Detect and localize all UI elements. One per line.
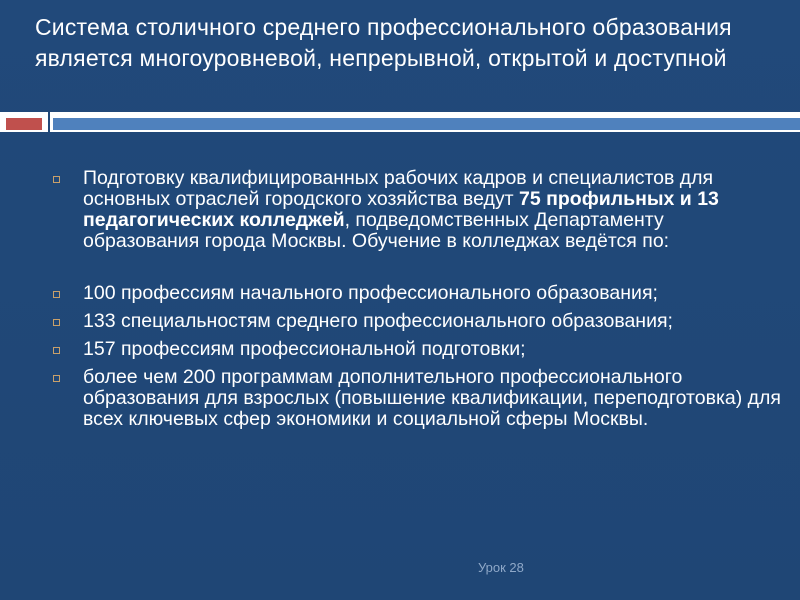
list-item xyxy=(45,283,785,304)
list-item xyxy=(45,367,785,430)
square-bullet-icon xyxy=(53,291,60,298)
slide-content xyxy=(45,168,785,437)
list-item-text: более чем 200 программам дополнительного профессионального образования для взрослых (повышение квалификации, переподготовка) для всех ключевых сфер экономики и социальной сферы Москвы. xyxy=(83,366,781,430)
intro-tail: , подведомственных Департаменту образования города Москвы. Обучение в колледжах ведётся по: xyxy=(83,209,670,252)
list-item-text: 157 профессиям профессиональной подготовки; xyxy=(83,338,526,360)
list-item-intro xyxy=(45,168,785,252)
title-rule-right xyxy=(50,112,800,132)
list-item-text: 100 профессиям начального профессионального образования; xyxy=(83,282,658,304)
square-bullet-icon xyxy=(53,319,60,326)
list-item xyxy=(45,311,785,332)
slide-title: Система столичного среднего профессионального образования является многоуровневой, непрерывной, открытой и доступной xyxy=(35,14,732,71)
intro-lead: Подготовку квалифицированных рабочих кадров и специалистов для основных отраслей городского хозяйства ведут xyxy=(83,167,714,210)
intro-bold: 75 профильных и 13 педагогических колледжей xyxy=(83,188,719,231)
title-rule-left xyxy=(0,112,48,132)
title-rule-left-accent xyxy=(6,118,42,130)
square-bullet-icon xyxy=(53,375,60,382)
list-item-text: 133 специальностям среднего профессионального образования; xyxy=(83,310,673,332)
square-bullet-icon xyxy=(53,347,60,354)
list-item xyxy=(45,339,785,360)
square-bullet-icon xyxy=(53,176,60,183)
title-rule-right-accent xyxy=(53,118,800,130)
slide-footer: Урок 28 xyxy=(478,560,524,575)
